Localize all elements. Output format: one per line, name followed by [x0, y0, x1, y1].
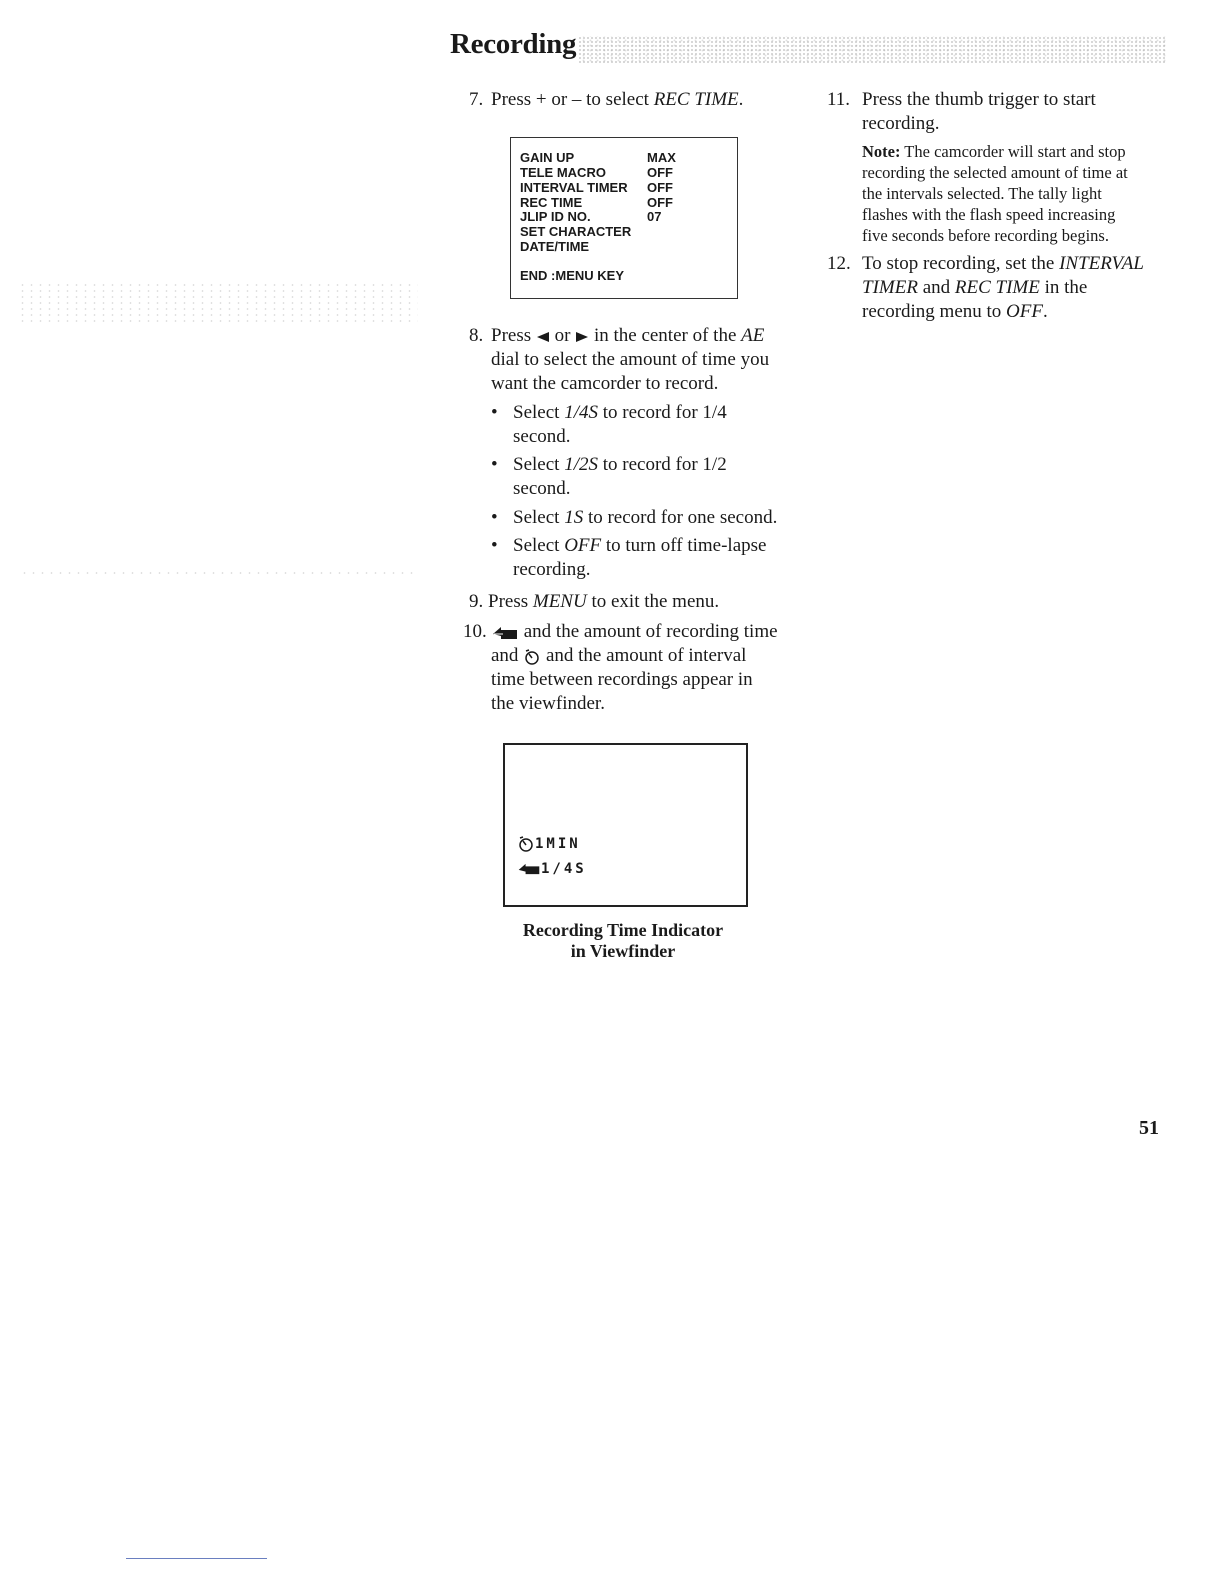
step-7	[469, 88, 789, 112]
text: Select	[513, 454, 565, 475]
text: recording.	[862, 113, 940, 134]
footer-line	[126, 1558, 267, 1559]
bullet-dot: •	[491, 507, 498, 528]
text: in the center of the	[589, 325, 742, 346]
step-text	[491, 88, 743, 112]
scan-noise	[20, 570, 415, 578]
rec-time-icon	[491, 625, 519, 641]
scan-noise	[18, 282, 418, 322]
interval-timer-icon	[517, 835, 535, 853]
text: Select	[513, 402, 565, 423]
note-text: recording the selected amount of time at	[862, 163, 1128, 182]
text: Select	[513, 535, 565, 556]
rec-time-value: 1/4S	[541, 861, 587, 877]
bullet-item	[491, 534, 791, 582]
page-title: Recording	[450, 28, 577, 60]
step-number: 11.	[827, 89, 851, 110]
menu-key: TELE MACRO	[520, 165, 606, 180]
menu-value: OFF	[647, 180, 673, 195]
page-number: 51	[1139, 1117, 1159, 1139]
menu-key: JLIP ID NO.	[520, 209, 591, 224]
bullet-text	[513, 401, 727, 449]
text: to turn off time-lapse	[601, 535, 767, 556]
step-text	[491, 324, 769, 396]
note-text: the intervals selected. The tally light	[862, 184, 1102, 203]
bullet-text	[513, 453, 727, 501]
text: recording menu to	[862, 301, 1007, 322]
text: Press + or – to select	[491, 89, 654, 110]
menu-term: INTERVAL	[1059, 253, 1144, 274]
text: second.	[513, 478, 571, 499]
step-text	[862, 88, 1096, 136]
step-number: 12.	[827, 253, 851, 274]
option-term: OFF	[564, 535, 602, 556]
menu-end-label: END :MENU KEY	[520, 268, 625, 283]
note-text: flashes with the flash speed increasing	[862, 205, 1116, 224]
interval-readout	[517, 835, 581, 853]
menu-key: SET CHARACTER	[520, 224, 632, 239]
step-number: 9.	[469, 591, 484, 612]
figure-caption	[473, 920, 773, 962]
text: to exit the menu.	[586, 591, 720, 612]
menu-key: INTERVAL TIMER	[520, 180, 628, 195]
text: in the	[1039, 277, 1088, 298]
menu-term: REC TIME	[954, 277, 1040, 298]
bullet-text	[513, 506, 777, 530]
menu-term: REC TIME	[653, 89, 739, 110]
text: recording.	[513, 559, 591, 580]
note-block	[862, 141, 1162, 246]
bullet-dot: •	[491, 535, 498, 556]
text: Press the thumb trigger to start	[862, 89, 1096, 110]
step-number: 7.	[469, 89, 484, 110]
menu-term: TIMER	[862, 277, 918, 298]
step-10	[463, 620, 803, 716]
menu-term: OFF	[1006, 301, 1043, 322]
step-8	[469, 324, 799, 396]
step-number: 10.	[463, 621, 487, 642]
text: the viewfinder.	[491, 693, 605, 714]
caption-line: in Viewfinder	[570, 941, 676, 961]
text: to record for 1/2	[597, 454, 727, 475]
dial-term: AE	[741, 325, 765, 346]
menu-key: REC TIME	[520, 195, 583, 210]
text: .	[738, 89, 744, 110]
note-label: Note:	[862, 142, 901, 161]
step-12	[827, 252, 1167, 324]
text: .	[1042, 301, 1048, 322]
rec-time-readout	[517, 861, 587, 877]
text: dial to select the amount of time you	[491, 349, 770, 370]
text: and	[491, 645, 524, 666]
text: To stop recording, set the	[862, 253, 1060, 274]
text: Press	[488, 591, 533, 612]
text: and	[917, 277, 955, 298]
step-9	[469, 590, 789, 614]
text: Press	[491, 325, 536, 346]
viewfinder-display	[503, 743, 748, 907]
interval-timer-icon	[523, 648, 541, 666]
rec-time-icon	[517, 862, 541, 876]
text: and the amount of recording time	[519, 621, 778, 642]
menu-key: DATE/TIME	[520, 239, 590, 254]
note-text: five seconds before recording begins.	[862, 226, 1109, 245]
option-term: 1/4S	[564, 402, 598, 423]
caption-line: Recording Time Indicator	[522, 920, 724, 940]
text: second.	[513, 426, 571, 447]
option-term: 1S	[564, 507, 584, 528]
header-decoration	[578, 36, 1166, 64]
bullet-text	[513, 534, 766, 582]
text: time between recordings appear in	[491, 669, 753, 690]
bullet-dot: •	[491, 402, 498, 423]
button-term: MENU	[532, 591, 587, 612]
left-triangle-icon	[536, 331, 550, 343]
step-number: 8.	[469, 325, 484, 346]
right-triangle-icon	[575, 331, 589, 343]
interval-value: 1MIN	[535, 836, 581, 852]
text: want the camcorder to record.	[491, 373, 719, 394]
bullet-item	[491, 401, 791, 449]
menu-screen	[510, 137, 738, 299]
text: to record for 1/4	[597, 402, 727, 423]
text: and the amount of interval	[541, 645, 747, 666]
text: to record for one second.	[583, 507, 778, 528]
note-text: The camcorder will start and stop	[900, 142, 1126, 161]
menu-value: OFF	[647, 195, 673, 210]
step-text	[491, 620, 778, 716]
bullet-item	[491, 506, 801, 530]
text: Select	[513, 507, 565, 528]
step-11	[827, 88, 1157, 136]
option-term: 1/2S	[564, 454, 598, 475]
step-text	[862, 252, 1144, 324]
step-text	[488, 590, 719, 614]
menu-value: 07	[647, 209, 662, 224]
menu-key: GAIN UP	[520, 150, 575, 165]
text: or	[549, 325, 576, 346]
menu-value: MAX	[647, 150, 676, 165]
bullet-item	[491, 453, 791, 501]
menu-value: OFF	[647, 165, 673, 180]
bullet-dot: •	[491, 454, 498, 475]
